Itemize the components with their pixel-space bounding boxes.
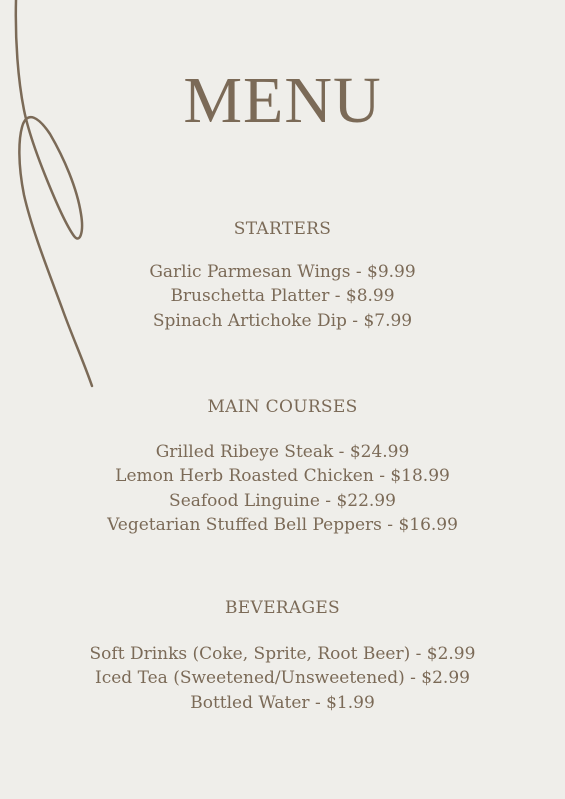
menu-item: Iced Tea (Sweetened/Unsweetened) - $2.99 (95, 668, 470, 689)
menu-title: MENU (183, 64, 382, 137)
section-title-main-courses: MAIN COURSES (207, 397, 358, 417)
menu-item: Bottled Water - $1.99 (190, 692, 375, 713)
menu-item: Soft Drinks (Coke, Sprite, Root Beer) - $2.99 (89, 644, 476, 664)
menu-item: Spinach Artichoke Dip - $7.99 (152, 310, 413, 331)
menu-item: Grilled Ribeye Steak - $24.99 (155, 442, 410, 462)
main-courses-list (0, 440, 565, 537)
menu-item: Vegetarian Stuffed Bell Peppers - $16.99 (107, 514, 458, 535)
menu-item: Garlic Parmesan Wings - $9.99 (149, 262, 416, 282)
menu-item: Bruschetta Platter - $8.99 (170, 286, 395, 307)
section-title-starters: STARTERS (233, 219, 332, 239)
section-title-beverages: BEVERAGES (224, 598, 340, 618)
menu-item: Seafood Linguine - $22.99 (169, 490, 396, 511)
starters-list (0, 260, 565, 333)
menu-item: Lemon Herb Roasted Chicken - $18.99 (115, 466, 450, 487)
decorative-swirl (0, 0, 120, 400)
beverages-list (0, 642, 565, 715)
